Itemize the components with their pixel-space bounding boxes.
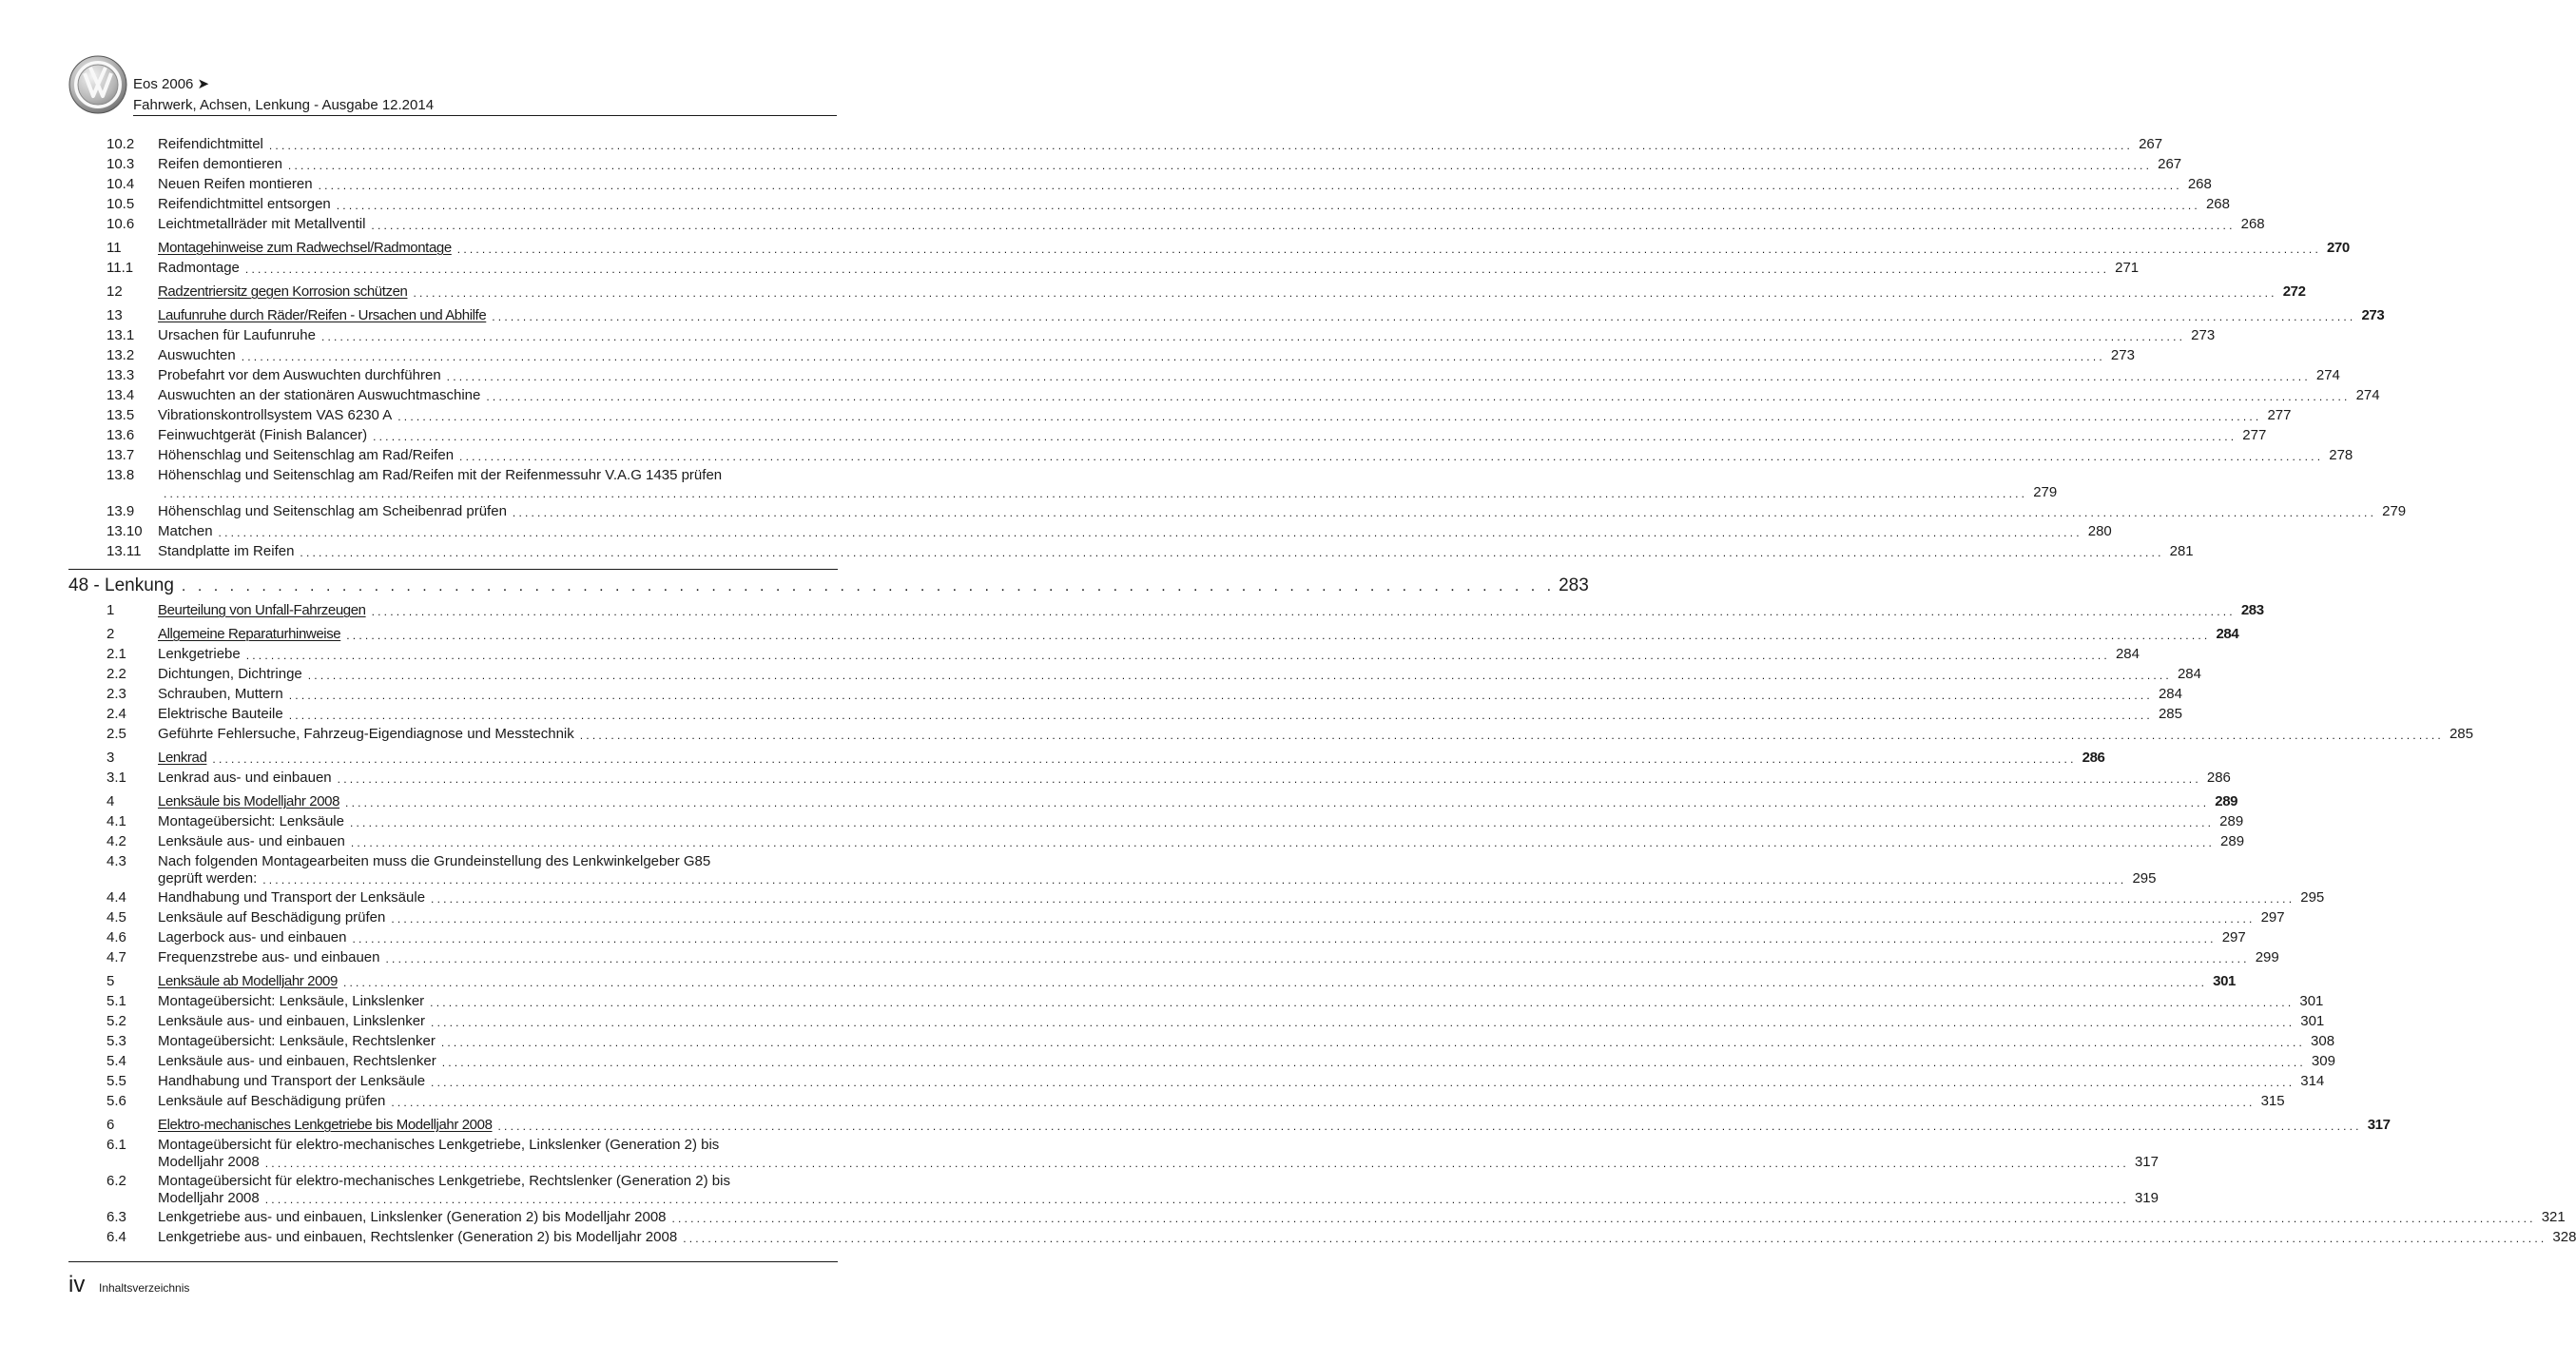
toc-entry[interactable] (107, 447, 2353, 464)
toc-entry-page: 273 (2110, 347, 2135, 363)
chapter-title: 48 - Lenkung (68, 575, 174, 595)
toc-entry-leader: ............................................................................................................................................................................................................................................................................................................ (320, 330, 2186, 343)
toc-entry-page: 268 (2187, 176, 2212, 192)
toc-entry-leader: ............................................................................................................................................................................................................................................................................................................ (352, 932, 2217, 945)
toc-entry-title: Montageübersicht: Lenksäule (158, 813, 344, 829)
toc-entry[interactable] (107, 666, 2201, 683)
toc-entry-page: 301 (2300, 1013, 2325, 1029)
toc-entry-title-line2: Modelljahr 2008 (158, 1154, 260, 1170)
toc-entry-page: 284 (2115, 646, 2140, 662)
toc-entry-title: Beurteilung von Unfall-Fahrzeugen (158, 602, 366, 618)
toc-entry-number: 11 (107, 240, 122, 256)
toc-entry-page: 279 (2033, 484, 2058, 500)
toc-entry-number: 13.3 (107, 367, 135, 383)
toc-entry-number: 5 (107, 973, 115, 989)
toc-entry[interactable] (107, 1033, 2335, 1050)
toc-entry-page: 285 (2449, 726, 2473, 742)
toc-entry-leader: ............................................................................................................................................................................................................................................................................................................ (446, 370, 2311, 383)
toc-entry-leader: ............................................................................................................................................................................................................................................................................................................ (342, 976, 2208, 989)
toc-entry-leader: ............................................................................................................................................................................................................................................................................................................ (345, 796, 2210, 809)
toc-entry-title: Lagerbock aus- und einbauen (158, 929, 347, 945)
toc-entry-title: Laufunruhe durch Räder/Reifen - Ursachen und Abhilfe (158, 307, 487, 323)
toc-entry-page: 274 (2315, 367, 2340, 383)
toc-entry-number: 5.6 (107, 1093, 126, 1109)
toc-entry[interactable] (107, 949, 2279, 966)
toc-entry-leader: ............................................................................................................................................................................................................................................................................................................ (371, 219, 2236, 232)
toc-entry-title: Lenksäule ab Modelljahr 2009 (158, 973, 338, 989)
toc-entry-leader: ............................................................................................................................................................................................................................................................................................................ (244, 263, 2110, 276)
toc-entry-number: 13.2 (107, 347, 135, 363)
vw-logo-icon (68, 55, 127, 114)
toc-entry[interactable] (107, 1209, 2566, 1226)
toc-entry[interactable] (107, 1117, 2391, 1134)
toc-entry-title: Geführte Fehlersuche, Fahrzeug-Eigendiagnose und Messtechnik (158, 726, 574, 742)
chapter-page: 283 (1559, 575, 1589, 595)
toc-entry-number: 2.3 (107, 686, 126, 702)
toc-entry-number: 6 (107, 1117, 115, 1133)
toc-entry[interactable] (107, 750, 2105, 767)
toc-entry-title: Höhenschlag und Seitenschlag am Scheibenrad prüfen (158, 503, 507, 519)
toc-entry-title: Höhenschlag und Seitenschlag am Rad/Reifen (158, 447, 455, 463)
toc-entry-leader: ............................................................................................................................................................................................................................................................................................................ (245, 649, 2110, 662)
toc-entry-number: 13.5 (107, 407, 135, 423)
toc-entry-leader: ............................................................................................................................................................................................................................................................................................................ (337, 772, 2201, 786)
toc-entry-leader: ............................................................................................................................................................................................................................................................................................................ (385, 952, 2250, 965)
toc-entry-page: 317 (2367, 1117, 2391, 1133)
toc-entry[interactable] (107, 973, 2236, 990)
toc-entry-page: 289 (2220, 833, 2245, 849)
toc-entry-page: 280 (2087, 523, 2112, 539)
toc-entry-number: 5.1 (107, 993, 126, 1009)
toc-entry-number: 2.2 (107, 666, 126, 682)
toc-entry-page: 301 (2213, 973, 2236, 989)
toc-entry-page: 267 (2139, 136, 2163, 152)
toc-entry[interactable] (107, 136, 2163, 153)
toc-entry-number: 6.4 (107, 1229, 126, 1245)
toc-entry-page: 297 (2260, 909, 2285, 926)
toc-entry-number: 6.1 (107, 1137, 126, 1153)
toc-entry-leader: ............................................................................................................................................................................................................................................................................................................ (307, 669, 2172, 682)
toc-entry-number: 13.8 (107, 467, 135, 483)
toc-entry[interactable] (107, 1093, 2285, 1110)
toc-entry-number: 4.4 (107, 889, 126, 906)
toc-entry[interactable] (107, 1073, 2325, 1090)
toc-entry[interactable] (107, 503, 2407, 520)
toc-entry[interactable] (107, 156, 2182, 173)
toc-entry-leader: ............................................................................................................................................................................................................................................................................................................ (492, 310, 2356, 323)
toc-entry-title: Reifendichtmittel entsorgen (158, 196, 331, 212)
toc-entry-page: 279 (2382, 503, 2407, 519)
toc-entry[interactable] (107, 260, 2140, 277)
toc-entry-number: 13.6 (107, 427, 135, 443)
toc-entry-page: 319 (2134, 1190, 2159, 1206)
toc-entry-leader: ............................................................................................................................................................................................................................................................................................................ (262, 873, 2127, 887)
toc-entry-title: Lenkrad aus- und einbauen (158, 770, 332, 786)
toc-entry-number: 5.2 (107, 1013, 126, 1029)
toc-entry-number: 13 (107, 307, 123, 323)
toc-entry-number: 10.2 (107, 136, 135, 152)
toc-chapter-heading[interactable] (68, 575, 1589, 597)
toc-entry-title-line2: Modelljahr 2008 (158, 1190, 260, 1206)
toc-entry-page: 272 (2282, 283, 2306, 300)
toc-entry[interactable] (107, 387, 2380, 404)
toc-entry-page: 315 (2260, 1093, 2285, 1109)
toc-entry-title: Lenkrad (158, 750, 207, 766)
header-subtitle: Fahrwerk, Achsen, Lenkung - Ausgabe 12.2014 (133, 97, 435, 113)
toc-entry-number: 13.9 (107, 503, 135, 519)
toc-entry-leader: ............................................................................................................................................................................................................................................................................................................ (441, 1056, 2306, 1069)
toc-entry-number: 13.10 (107, 523, 143, 539)
toc-entry[interactable] (107, 216, 2265, 233)
toc-entry-leader: ............................................................................................................................................................................................................................................................................................................ (440, 1036, 2306, 1049)
toc-entry[interactable] (107, 1013, 2325, 1030)
toc-entry-page: 321 (2541, 1209, 2566, 1225)
toc-entry-page: 268 (2240, 216, 2265, 232)
toc-entry-number: 10.4 (107, 176, 135, 192)
toc-entry-leader: ............................................................................................................................................................................................................................................................................................................ (671, 1212, 2536, 1225)
toc-entry-title: Elektrische Bauteile (158, 706, 283, 722)
toc-entry-number: 13.4 (107, 387, 135, 403)
toc-entry-title: Allgemeine Reparaturhinweise (158, 626, 341, 642)
toc-entry-page: 309 (2311, 1053, 2335, 1069)
toc-entry[interactable] (107, 726, 2473, 743)
toc-entry[interactable] (107, 909, 2285, 926)
toc-entry[interactable] (107, 467, 2058, 501)
toc-entry-leader: ............................................................................................................................................................................................................................................................................................................ (349, 816, 2215, 829)
toc-entry-page: 301 (2299, 993, 2324, 1009)
toc-entry-title-line1: Montageübersicht für elektro-mechanisches Lenkgetriebe, Rechtslenker (Generation 2) bis (158, 1173, 730, 1189)
toc-entry-page: 281 (2169, 543, 2194, 559)
toc-entry-title-line2: geprüft werden: (158, 870, 258, 887)
toc-entry-page: 289 (2215, 793, 2238, 809)
toc-entry-title: Lenkgetriebe (158, 646, 241, 662)
toc-entry-leader: ............................................................................................................................................................................................................................................................................................................ (456, 243, 2321, 256)
toc-entry-leader: ............................................................................................................................................................................................................................................................................................................ (218, 526, 2082, 539)
toc-entry-page: 317 (2134, 1154, 2159, 1170)
toc-entry-leader: ............................................................................................................................................................................................................................................................................................................ (430, 996, 2295, 1009)
toc-entry-page: 295 (2300, 889, 2325, 906)
toc-entry-title: Frequenzstrebe aus- und einbauen (158, 949, 380, 965)
toc-entry-number: 2 (107, 626, 115, 642)
toc-entry-leader: ............................................................................................................................................................................................................................................................................................................ (212, 752, 2077, 766)
toc-entry-number: 2.1 (107, 646, 126, 662)
toc-entry-number: 4.2 (107, 833, 126, 849)
toc-entry-leader: ............................................................................................................................................................................................................................................................................................................ (391, 1096, 2256, 1109)
toc-entry[interactable] (107, 1173, 2159, 1207)
toc-entry-number: 10.3 (107, 156, 135, 172)
toc-entry-number: 4.3 (107, 853, 126, 869)
toc-entry-page: 297 (2221, 929, 2246, 945)
toc-entry-title: Auswuchten an der stationären Auswuchtmaschine (158, 387, 481, 403)
toc-entry-number: 5.5 (107, 1073, 126, 1089)
toc-entry[interactable] (107, 646, 2140, 663)
toc-entry-number: 5.3 (107, 1033, 126, 1049)
toc-entry-number: 13.7 (107, 447, 135, 463)
toc-entry-title: Lenksäule aus- und einbauen, Rechtslenker (158, 1053, 436, 1069)
toc-entry-number: 4.1 (107, 813, 126, 829)
toc-entry-title: Montagehinweise zum Radwechsel/Radmontage (158, 240, 452, 256)
toc-entry-title: Matchen (158, 523, 213, 539)
toc-entry-title: Leichtmetallräder mit Metallventil (158, 216, 366, 232)
footer-divider (68, 1261, 838, 1262)
toc-entry-title-line1: Montageübersicht für elektro-mechanisches Lenkgetriebe, Linkslenker (Generation 2) bis (158, 1137, 720, 1153)
toc-entry-title: Radzentriersitz gegen Korrosion schützen (158, 283, 408, 300)
toc-entry-leader: ............................................................................................................................................................................................................................................................................................................ (391, 912, 2256, 926)
toc-entry-title: Lenksäule aus- und einbauen, Linkslenker (158, 1013, 426, 1029)
toc-entry-number: 13.11 (107, 543, 142, 559)
footer-label: Inhaltsverzeichnis (99, 1281, 190, 1295)
toc-entry-title: Probefahrt vor dem Auswuchten durchführen (158, 367, 441, 383)
toc-entry-page: 286 (2082, 750, 2105, 766)
toc-entry-page: 283 (2240, 602, 2264, 618)
toc-entry-page: 284 (2177, 666, 2201, 682)
toc-entry-page: 278 (2329, 447, 2353, 463)
toc-entry-title: Lenkgetriebe aus- und einbauen, Rechtslenker (Generation 2) bis Modelljahr 2008 (158, 1229, 678, 1245)
toc-entry-title: Handhabung und Transport der Lenksäule (158, 889, 426, 906)
toc-entry[interactable] (107, 793, 2238, 810)
toc-entry-page: 284 (2158, 686, 2182, 702)
toc-entry[interactable] (107, 283, 2306, 301)
toc-entry-leader: ............................................................................................................................................................................................................................................................................................................ (486, 390, 2351, 403)
toc-entry-leader: ............................................................................................................................................................................................................................................................................................................ (318, 179, 2182, 192)
toc-entry-leader: ............................................................................................................................................................................................................................................................................................................ (431, 1016, 2295, 1029)
toc-entry-number: 2.4 (107, 706, 126, 722)
toc-entry[interactable] (107, 347, 2135, 364)
toc-entry[interactable] (107, 327, 2216, 344)
toc-entry-leader: ............................................................................................................................................................................................................................................................................................................ (459, 450, 2324, 463)
toc-entry-title: Neuen Reifen montieren (158, 176, 313, 192)
toc-entry-page: 268 (2205, 196, 2230, 212)
toc-entry-leader: ............................................................................................................................................................................................................................................................................................................ (371, 605, 2236, 618)
toc-entry-number: 12 (107, 283, 123, 300)
toc-entry-page: 284 (2216, 626, 2239, 642)
toc-entry-leader: ............................................................................................................................................................................................................................................................................................................ (287, 159, 2153, 172)
toc-entry[interactable] (107, 626, 2239, 643)
toc-entry-number: 4 (107, 793, 115, 809)
toc-entry[interactable] (107, 706, 2182, 723)
toc-entry-page: 286 (2206, 770, 2231, 786)
toc-entry-title: Reifendichtmittel (158, 136, 263, 152)
toc-entry-title-line1: Höhenschlag und Seitenschlag am Rad/Reifen mit der Reifenmessuhr V.A.G 1435 prüfen (158, 467, 723, 483)
toc-entry-leader: ............................................................................................................................................................................................................................................................................................................ (268, 139, 2134, 152)
toc-entry[interactable] (107, 1053, 2335, 1070)
toc-entry[interactable] (107, 686, 2182, 703)
toc-entry-title: Lenksäule aus- und einbauen (158, 833, 345, 849)
toc-entry[interactable] (107, 367, 2340, 384)
toc-entry-number: 5.4 (107, 1053, 126, 1069)
toc-entry-page: 299 (2255, 949, 2279, 965)
toc-entry-title: Ursachen für Laufunruhe (158, 327, 316, 343)
toc-entry-page: 277 (2242, 427, 2267, 443)
toc-entry-number: 4.7 (107, 949, 126, 965)
toc-entry-page: 273 (2361, 307, 2385, 323)
toc-entry-page: 289 (2219, 813, 2244, 829)
toc-entry-title: Lenksäule bis Modelljahr 2008 (158, 793, 340, 809)
toc-entry-leader: ............................................................................................................................................................................................................................................................................................................ (683, 1232, 2547, 1245)
chapter-divider (68, 569, 838, 570)
toc-entry-leader: ............................................................................................................................................................................................................................................................................................................ (288, 689, 2153, 702)
toc-entry[interactable] (107, 523, 2112, 540)
toc-entry-title: Handhabung und Transport der Lenksäule (158, 1073, 426, 1089)
toc-entry-number: 2.5 (107, 726, 126, 742)
toc-entry-title: Feinwuchtgerät (Finish Balancer) (158, 427, 368, 443)
toc-entry-title: Montageübersicht: Lenksäule, Linkslenker (158, 993, 425, 1009)
toc-entry-title: Standplatte im Reifen (158, 543, 295, 559)
toc-entry-number: 4.6 (107, 929, 126, 945)
toc-entry-leader: ............................................................................................................................................................................................................................................................................................................ (336, 199, 2200, 212)
toc-entry-leader: ............................................................................................................................................................................................................................................................................................................ (397, 410, 2262, 423)
toc-entry-number: 3.1 (107, 770, 126, 786)
toc-entry-number: 4.5 (107, 909, 126, 926)
toc-entry-title: Radmontage (158, 260, 240, 276)
toc-entry-title-line1: Nach folgenden Montagearbeiten muss die Grundeinstellung des Lenkwinkelgeber G85 (158, 853, 711, 869)
toc-entry-leader: ............................................................................................................................................................................................................................................................................................................ (431, 1076, 2295, 1089)
toc-entry-title: Vibrationskontrollsystem VAS 6230 A (158, 407, 393, 423)
toc-entry-title: Dichtungen, Dichtringe (158, 666, 302, 682)
toc-entry-number: 10.6 (107, 216, 135, 232)
toc-entry[interactable] (107, 307, 2385, 324)
toc-entry[interactable] (107, 407, 2292, 424)
toc-entry-page: 277 (2267, 407, 2292, 423)
toc-entry[interactable] (107, 196, 2230, 213)
toc-entry-title: Montageübersicht: Lenksäule, Rechtslenker (158, 1033, 436, 1049)
toc-entry-leader: ............................................................................................................................................................................................................................................................................................................ (431, 892, 2295, 906)
toc-entry[interactable] (107, 770, 2231, 787)
toc-entry[interactable] (107, 427, 2267, 444)
toc-entry[interactable] (107, 813, 2244, 830)
header-model: Eos 2006 ➤ (133, 76, 210, 92)
toc-entry[interactable] (107, 833, 2245, 850)
toc-entry[interactable] (107, 1229, 2576, 1246)
toc-entry-leader: ............................................................................................................................................................................................................................................................................................................ (288, 709, 2153, 722)
toc-entry-leader: ............................................................................................................................................................................................................................................................................................................ (164, 487, 2028, 500)
toc-entry-number: 6.3 (107, 1209, 126, 1225)
toc-entry-page: 267 (2158, 156, 2182, 172)
toc-entry-number: 11.1 (107, 260, 134, 276)
toc-entry-page: 328 (2552, 1229, 2576, 1245)
toc-entry-title: Lenkgetriebe aus- und einbauen, Linkslenker (Generation 2) bis Modelljahr 2008 (158, 1209, 667, 1225)
toc-entry-leader: ............................................................................................................................................................................................................................................................................................................ (413, 286, 2277, 300)
toc-entry-title: Auswuchten (158, 347, 236, 363)
toc-entry-page: 271 (2115, 260, 2140, 276)
toc-entry-page: 273 (2191, 327, 2216, 343)
toc-entry[interactable] (107, 929, 2246, 946)
toc-entry-leader: ............................................................................................................................................................................................................................................................................................................ (512, 506, 2377, 519)
toc-entry-number: 1 (107, 602, 115, 618)
toc-entry[interactable] (107, 889, 2325, 906)
toc-entry-page: 295 (2132, 870, 2157, 887)
toc-entry-leader: ............................................................................................................................................................................................................................................................................................................ (497, 1120, 2362, 1133)
toc-entry-title: Lenksäule auf Beschädigung prüfen (158, 1093, 386, 1109)
toc-entry-number: 3 (107, 750, 115, 766)
toc-entry-leader: ............................................................................................................................................................................................................................................................................................................ (241, 350, 2105, 363)
toc-entry-leader: ............................................................................................................................................................................................................................................................................................................ (264, 1157, 2129, 1170)
toc-entry-title: Schrauben, Muttern (158, 686, 283, 702)
toc-entry[interactable] (107, 543, 2194, 560)
toc-entry-page: 308 (2311, 1033, 2335, 1049)
toc-entry-leader: ............................................................................................................................................................................................................................................................................................................ (350, 836, 2216, 849)
chapter-leader: . . . . . . . . . . . . . . . . . . . . . . . . . . . . . . . . . . . . . . . . . . . . . . . . . . . . . . . . . . . . . . . . . . . . . . . . . . . . . . . . . . . . . . (181, 578, 1556, 595)
toc-entry[interactable] (107, 240, 2350, 257)
toc-entry-title: Elektro-mechanisches Lenkgetriebe bis Modelljahr 2008 (158, 1117, 493, 1133)
footer-page-number: iv (68, 1272, 86, 1297)
toc-entry-number: 10.5 (107, 196, 135, 212)
toc-entry-title: Lenksäule auf Beschädigung prüfen (158, 909, 386, 926)
toc-entry-number: 13.1 (107, 327, 135, 343)
toc-entry-leader: ............................................................................................................................................................................................................................................................................................................ (579, 729, 2444, 742)
toc-entry-page: 274 (2355, 387, 2380, 403)
toc-entry-page: 270 (2326, 240, 2350, 256)
toc-entry[interactable] (107, 176, 2212, 193)
toc-entry-leader: ............................................................................................................................................................................................................................................................................................................ (300, 546, 2164, 559)
toc-entry-page: 314 (2300, 1073, 2325, 1089)
toc-entry[interactable] (107, 1137, 2159, 1171)
toc-entry-leader: ............................................................................................................................................................................................................................................................................................................ (346, 629, 2211, 642)
header-divider (133, 115, 837, 116)
toc-entry-leader: ............................................................................................................................................................................................................................................................................................................ (373, 430, 2237, 443)
toc-entry-page: 285 (2158, 706, 2182, 722)
toc-entry-leader: ............................................................................................................................................................................................................................................................................................................ (264, 1193, 2129, 1206)
toc-entry[interactable] (107, 853, 2157, 887)
toc-entry-number: 6.2 (107, 1173, 126, 1189)
toc-entry[interactable] (107, 602, 2264, 619)
toc-entry-title: Reifen demontieren (158, 156, 282, 172)
toc-entry[interactable] (107, 993, 2324, 1010)
